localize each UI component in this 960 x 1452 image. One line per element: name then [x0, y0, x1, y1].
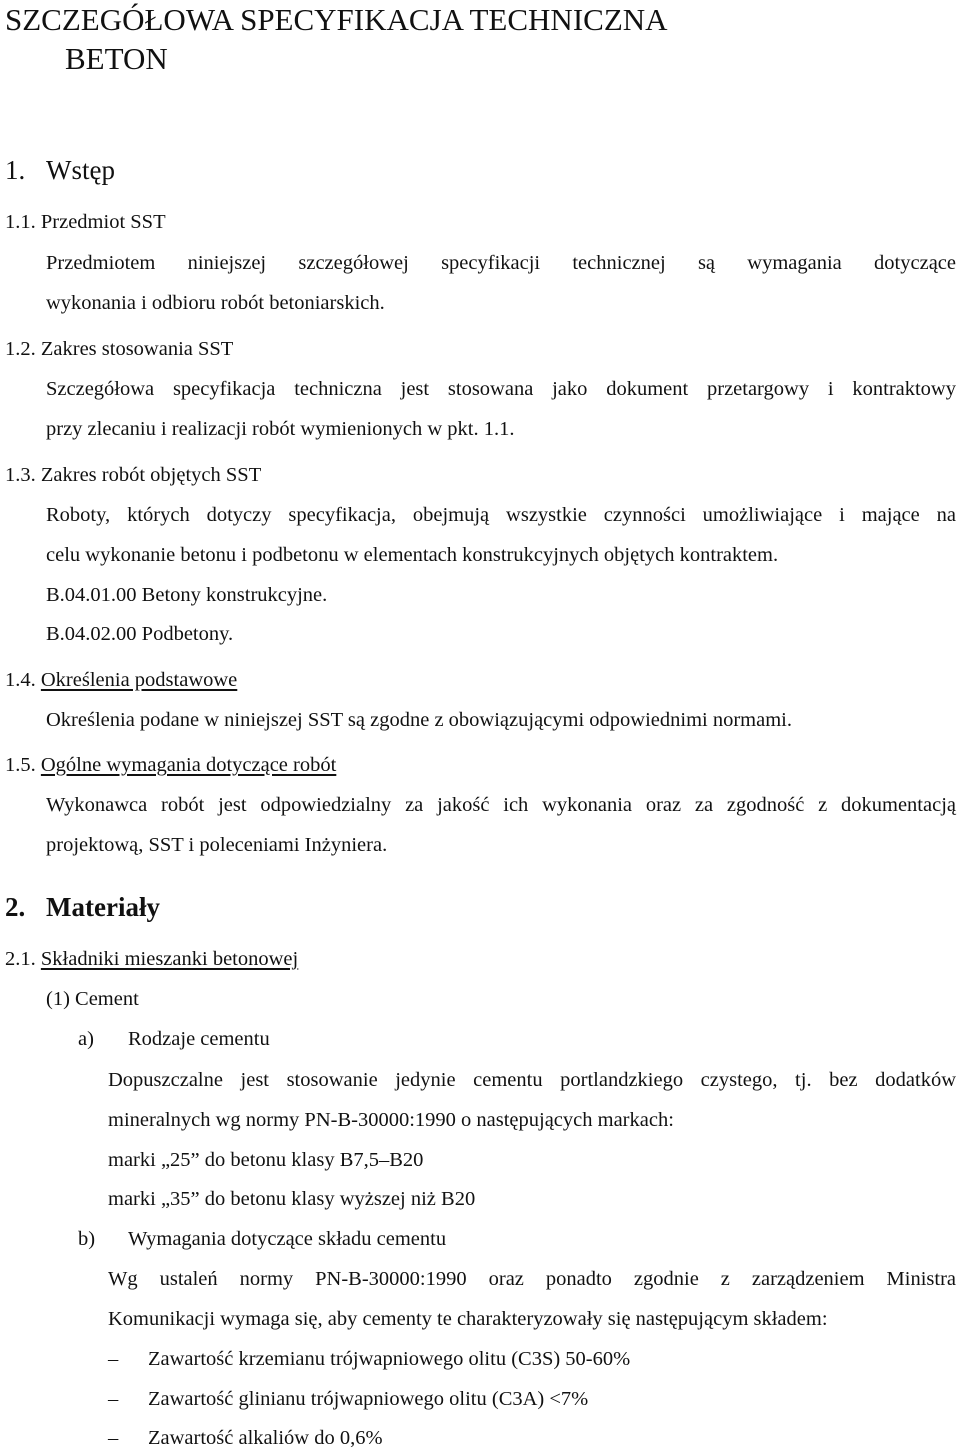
item-a-title: Rodzaje cementu	[128, 1028, 270, 1050]
section-1-5-paragraph-line1: Wykonawca robót jest odpowiedzialny za jakość ich wykonania oraz za zgodność z dokumentacją	[46, 794, 956, 816]
section-1-number: 1.	[5, 155, 26, 185]
bullet-3-text: Zawartość alkaliów do 0,6%	[148, 1427, 383, 1449]
section-1-5-title: Ogólne wymagania dotyczące robót	[40, 754, 337, 776]
section-2-1-subheading-cement: (1) Cement	[46, 988, 139, 1010]
item-b-title: Wymagania dotyczące składu cementu	[128, 1228, 447, 1250]
section-2-title: Materiały	[46, 892, 160, 922]
section-1-1-heading: 1.1. Przedmiot SST	[5, 211, 166, 233]
item-b-paragraph-line1: Wg ustaleń normy PN-B-30000:1990 oraz ponadto zgodnie z zarządzeniem Ministra	[108, 1268, 956, 1290]
document-title-line1: SZCZEGÓŁOWA SPECYFIKACJA TECHNICZNA	[5, 2, 668, 37]
section-1-3-item-2: B.04.02.00 Podbetony.	[46, 623, 234, 645]
section-2-1-number: 2.1.	[5, 948, 36, 970]
section-1-2-paragraph-line2: przy zlecaniu i realizacji robót wymienionych w pkt. 1.1.	[46, 418, 515, 440]
section-1-2-heading: 1.2. Zakres stosowania SST	[5, 338, 234, 360]
item-a-label: a)	[78, 1028, 94, 1050]
section-2-1-title: Składniki mieszanki betonowej	[40, 948, 299, 970]
item-a-paragraph-line1: Dopuszczalne jest stosowanie jedynie cementu portlandzkiego czystego, tj. bez dodatków	[108, 1069, 956, 1091]
section-1-5-number: 1.5.	[5, 754, 36, 776]
item-b-label: b)	[78, 1228, 96, 1250]
bullet-dash-3: –	[108, 1427, 119, 1449]
section-1-3-heading: 1.3. Zakres robót objętych SST	[5, 464, 262, 486]
section-1-5-paragraph-line2: projektową, SST i poleceniami Inżyniera.	[46, 834, 388, 856]
section-1-3-paragraph-line1: Roboty, których dotyczy specyfikacja, obejmują wszystkie czynności umożliwiające i mające na	[46, 504, 956, 526]
section-1-3-item-1: B.04.01.00 Betony konstrukcyjne.	[46, 584, 328, 606]
section-1-1-paragraph-line1: Przedmiotem niniejszej szczegółowej specyfikacji technicznej są wymagania dotyczące	[46, 252, 956, 274]
section-1-4-heading	[5, 668, 237, 692]
item-a-paragraph-line3: marki „25” do betonu klasy B7,5–B20	[108, 1149, 424, 1171]
bullet-dash-1: –	[108, 1348, 119, 1370]
bullet-1-text: Zawartość krzemianu trójwapniowego olitu (C3S) 50-60%	[148, 1348, 631, 1370]
bullet-dash-2: –	[108, 1388, 119, 1410]
section-1-5-heading	[5, 753, 336, 777]
section-1-4-number: 1.4.	[5, 669, 36, 691]
section-1-4-paragraph-line1: Określenia podane w niniejszej SST są zgodne z obowiązującymi odpowiednimi normami.	[46, 709, 792, 731]
item-a-paragraph-line4: marki „35” do betonu klasy wyższej niż B20	[108, 1188, 476, 1210]
section-1-1-paragraph-line2: wykonania i odbioru robót betoniarskich.	[46, 292, 385, 314]
item-a-paragraph-line2: mineralnych wg normy PN-B-30000:1990 o następujących markach:	[108, 1109, 674, 1131]
section-2-1-heading	[5, 947, 298, 971]
section-1-title: Wstęp	[46, 155, 115, 185]
section-1-2-paragraph-line1: Szczegółowa specyfikacja techniczna jest stosowana jako dokument przetargowy i kontraktowy	[46, 378, 956, 400]
section-1-4-title: Określenia podstawowe	[40, 669, 238, 691]
item-b-paragraph-line2: Komunikacji wymaga się, aby cementy te charakteryzowały się następującym składem:	[108, 1308, 828, 1330]
bullet-2-text: Zawartość glinianu trójwapniowego olitu (C3A) <7%	[148, 1388, 589, 1410]
section-1-3-paragraph-line2: celu wykonanie betonu i podbetonu w elementach konstrukcyjnych objętych kontraktem.	[46, 544, 779, 566]
section-2-number: 2.	[5, 892, 26, 922]
document-title-line2: BETON	[65, 41, 168, 76]
